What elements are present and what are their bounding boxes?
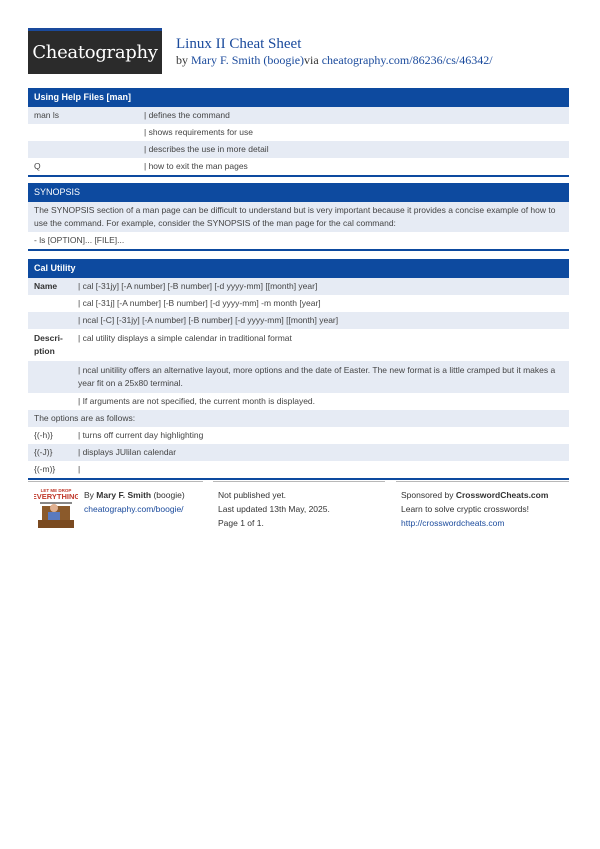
options-intro <box>28 410 569 427</box>
footer-author-link[interactable]: cheatography.com/boogie/ <box>84 504 184 514</box>
row-key <box>34 364 78 390</box>
row-value: | ncal unitility offers an alternative layout, more options and the date of Easter. The new format is a little cramped but it makes a year fit on a 25x80 terminal. <box>78 365 556 388</box>
row-key <box>34 396 78 407</box>
author-avatar[interactable] <box>34 486 78 530</box>
row-value: | <box>78 464 81 474</box>
row-value: | ncal [-C] [-31jy] [-A number] [-B number] [-d yyyy-mm] [[month] year] <box>78 315 339 325</box>
section-divider <box>28 478 569 480</box>
sheet-url-link[interactable]: cheatography.com/86236/cs/46342/ <box>321 53 493 67</box>
row-value: | If arguments are not specified, the current month is displayed. <box>78 396 316 406</box>
row-key: Name <box>34 281 58 291</box>
author-link[interactable]: Mary F. Smith (boogie) <box>191 53 305 67</box>
row-key: {(-J)} <box>34 447 53 457</box>
footer-status <box>218 488 330 530</box>
footer-author-name: Mary F. Smith <box>96 490 152 500</box>
row-value: | defines the command <box>144 110 230 120</box>
table-row <box>28 427 569 444</box>
row-value: | turns off current day highlighting <box>78 430 204 440</box>
row-key <box>34 127 144 138</box>
table-row <box>28 141 569 158</box>
row-key <box>34 315 78 326</box>
row-value: | shows requirements for use <box>144 127 253 137</box>
table-row <box>28 312 569 329</box>
table-row <box>28 444 569 461</box>
section-title: Using Help Files [man] <box>28 88 569 107</box>
section-synopsis <box>28 183 569 251</box>
section-cal-utility <box>28 259 569 480</box>
footer-by: By <box>84 490 94 500</box>
byline-by: by <box>176 53 188 67</box>
table-row <box>28 295 569 312</box>
author-avatar-image <box>34 486 78 530</box>
cheatography-logo[interactable] <box>28 28 162 74</box>
page-title: Linux II Cheat Sheet <box>176 36 302 52</box>
svg-text:LET ME DROP: LET ME DROP <box>40 488 72 493</box>
row-value: | describes the use in more detail <box>144 144 269 154</box>
svg-text:EVERYTHING: EVERYTHING <box>34 492 78 501</box>
row-value: | cal [-31j] [-A number] [-B number] [-d yyyy-mm] -m month [year] <box>78 298 321 308</box>
section-divider <box>28 175 569 177</box>
table-row <box>28 461 569 478</box>
row-key: man ls <box>34 110 60 120</box>
byline <box>176 53 493 68</box>
row-key <box>34 298 78 309</box>
footer-author-handle: (boogie) <box>153 490 185 500</box>
row-key: Q <box>34 161 41 171</box>
table-row <box>28 107 569 124</box>
table-row <box>28 361 569 393</box>
table-row <box>28 278 569 295</box>
options-intro-text: The options are as follows: <box>34 413 136 423</box>
row-key: {(-h)} <box>34 430 53 440</box>
footer-published: Not published yet. <box>218 490 287 500</box>
section-title: Cal Utility <box>28 259 569 278</box>
footer-sponsor <box>401 488 548 530</box>
footer-page: Page 1 of 1. <box>218 518 264 528</box>
row-value: | cal utility displays a simple calendar in traditional format <box>78 333 292 343</box>
footer-sponsored-by: Sponsored by <box>401 490 454 500</box>
byline-via: via <box>304 53 319 67</box>
row-key: {(-m)} <box>34 464 56 474</box>
section-help-files <box>28 88 569 177</box>
synopsis-example: - ls [OPTION]... [FILE]... <box>34 235 125 245</box>
footer-rule <box>213 481 385 482</box>
logo-text: Cheatography <box>32 42 158 63</box>
table-row <box>28 158 569 175</box>
table-row <box>28 124 569 141</box>
footer-updated: Last updated 13th May, 2025. <box>218 504 330 514</box>
footer-sponsor-tagline: Learn to solve cryptic crosswords! <box>401 504 530 514</box>
footer-rule <box>396 481 569 482</box>
section-title: SYNOPSIS <box>28 183 569 202</box>
row-value: | displays JUlilan calendar <box>78 447 177 457</box>
row-value: | how to exit the man pages <box>144 161 248 171</box>
row-key: Descri- ption <box>34 333 63 356</box>
footer-rule <box>28 481 203 482</box>
footer-sponsor-name: CrosswordCheats.com <box>455 490 549 500</box>
footer-sponsor-link[interactable]: http://crosswordcheats.com <box>401 518 505 528</box>
row-key <box>34 144 144 155</box>
footer-author <box>84 488 185 516</box>
table-row <box>28 393 569 410</box>
synopsis-paragraph: The SYNOPSIS section of a man page can be difficult to understand but is very important because it provides a concise example of how to use the command. For example, consider the SYNOPSIS of the man page for the cal command: <box>28 202 569 232</box>
section-divider <box>28 249 569 251</box>
table-row <box>28 329 569 361</box>
row-value: | cal [-31jy] [-A number] [-B number] [-d yyyy-mm] [[month] year] <box>78 281 318 291</box>
